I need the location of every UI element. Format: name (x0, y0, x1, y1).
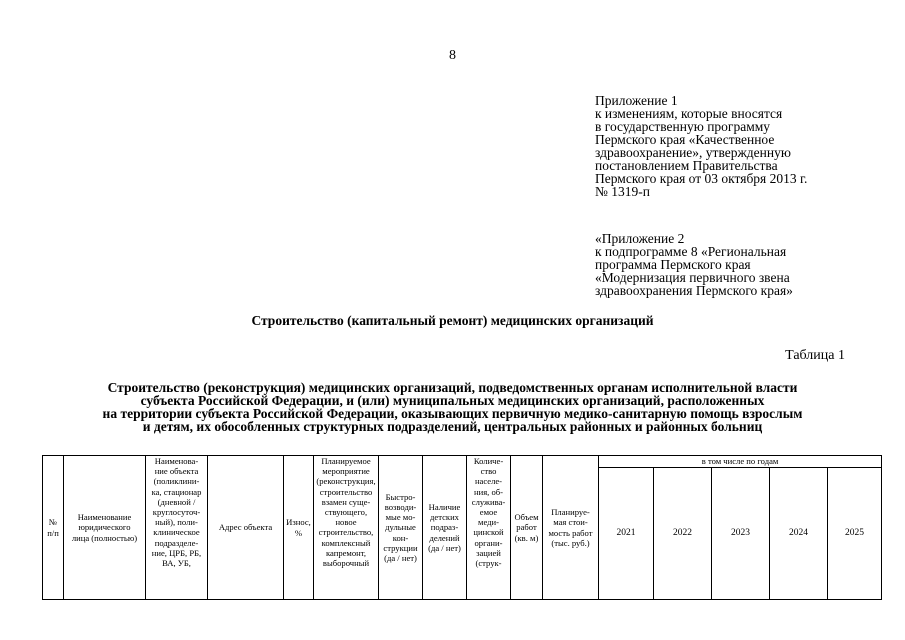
column-header-children: Наличие детских подраз- делений (да / нет) (423, 456, 467, 600)
year-header-cell: 2024 (770, 468, 828, 600)
year-header-cell: 2025 (828, 468, 882, 600)
column-header-planned-measure-text: Планируемое мероприятие (реконструкция, строительство взамен суще- ствующего, новое строительство, комплексный капремонт, выборочный (316, 456, 376, 569)
table-label: Таблица 1 (785, 348, 845, 363)
appendix-1-line: № 1319-п (595, 184, 650, 199)
column-header-wear: Износ, % (284, 456, 314, 600)
column-header-legal-entity: Наименование юридического лица (полностью) (64, 456, 146, 600)
appendix-1-line: Пермского края «Качественное (595, 132, 775, 147)
table-title (30, 381, 875, 433)
appendix-2-block (595, 232, 793, 297)
appendix-2-line: здравоохранения Пермского края» (595, 283, 793, 298)
column-header-modular: Быстро- возводи- мые мо- дульные кон- струкции (да / нет) (379, 456, 423, 600)
year-header-cell: 2022 (654, 468, 712, 600)
column-header-cost: Планируе- мая стои- мость работ (тыс. руб.) (543, 456, 599, 600)
column-header-by-years: в том числе по годам (599, 456, 882, 468)
appendix-1-line: к изменениям, которые вносятся (595, 106, 783, 121)
table-header-row (43, 456, 882, 468)
main-title: Строительство (капитальный ремонт) медицинских организаций (251, 313, 654, 328)
column-header-object-name-text: Наименова- ние объекта (поликлини- ка, стационар (дневной / круглосуточ- ный), поли- клиническое подразделе- ние, ЦРБ, РБ, ВА, УБ, (151, 456, 202, 569)
table-title-line: Строительство (реконструкция) медицинских организаций, подведомственных органам исполнительной власти (107, 380, 798, 395)
appendix-2-line: программа Пермского края (595, 257, 751, 272)
year-header-cell: 2021 (599, 468, 654, 600)
column-header-address: Адрес объекта (208, 456, 284, 600)
table-title-line: субъекта Российской Федерации, и (или) муниципальных медицинских организаций, расположенных (140, 393, 765, 408)
column-header-volume: Объем работ (кв. м) (511, 456, 543, 600)
column-header-number: № п/п (43, 456, 64, 600)
page-number: 8 (449, 48, 456, 63)
appendix-1-line: Пермского края от 03 октября 2013 г. (595, 171, 808, 186)
appendix-1-line: постановлением Правительства (595, 158, 778, 173)
appendix-1-line: в государственную программу (595, 119, 771, 134)
appendix-1-line: здравоохранение», утвержденную (595, 145, 791, 160)
appendix-1-block (595, 94, 807, 198)
column-header-population-text: Количе- ство населе- ния, об- служива- емое меди- цинской органи- зацией (струк- (471, 456, 506, 569)
appendix-2-line: «Модернизация первичного звена (595, 270, 790, 285)
appendix-2-line: «Приложение 2 (595, 231, 685, 246)
year-header-cell: 2023 (712, 468, 770, 600)
table-title-line: на территории субъекта Российской Федерации, оказывающих первичную медико-санитарную помощь взрослым (102, 406, 803, 421)
table-title-line: и детям, их обособленных структурных подразделений, центральных районных и районных больниц (142, 419, 763, 434)
appendix-1-line: Приложение 1 (595, 93, 678, 108)
appendix-2-line: к подпрограмме 8 «Региональная (595, 244, 787, 259)
data-table (42, 455, 882, 600)
column-header-object-name (146, 456, 208, 600)
column-header-population (467, 456, 511, 600)
column-header-planned-measure (314, 456, 379, 600)
